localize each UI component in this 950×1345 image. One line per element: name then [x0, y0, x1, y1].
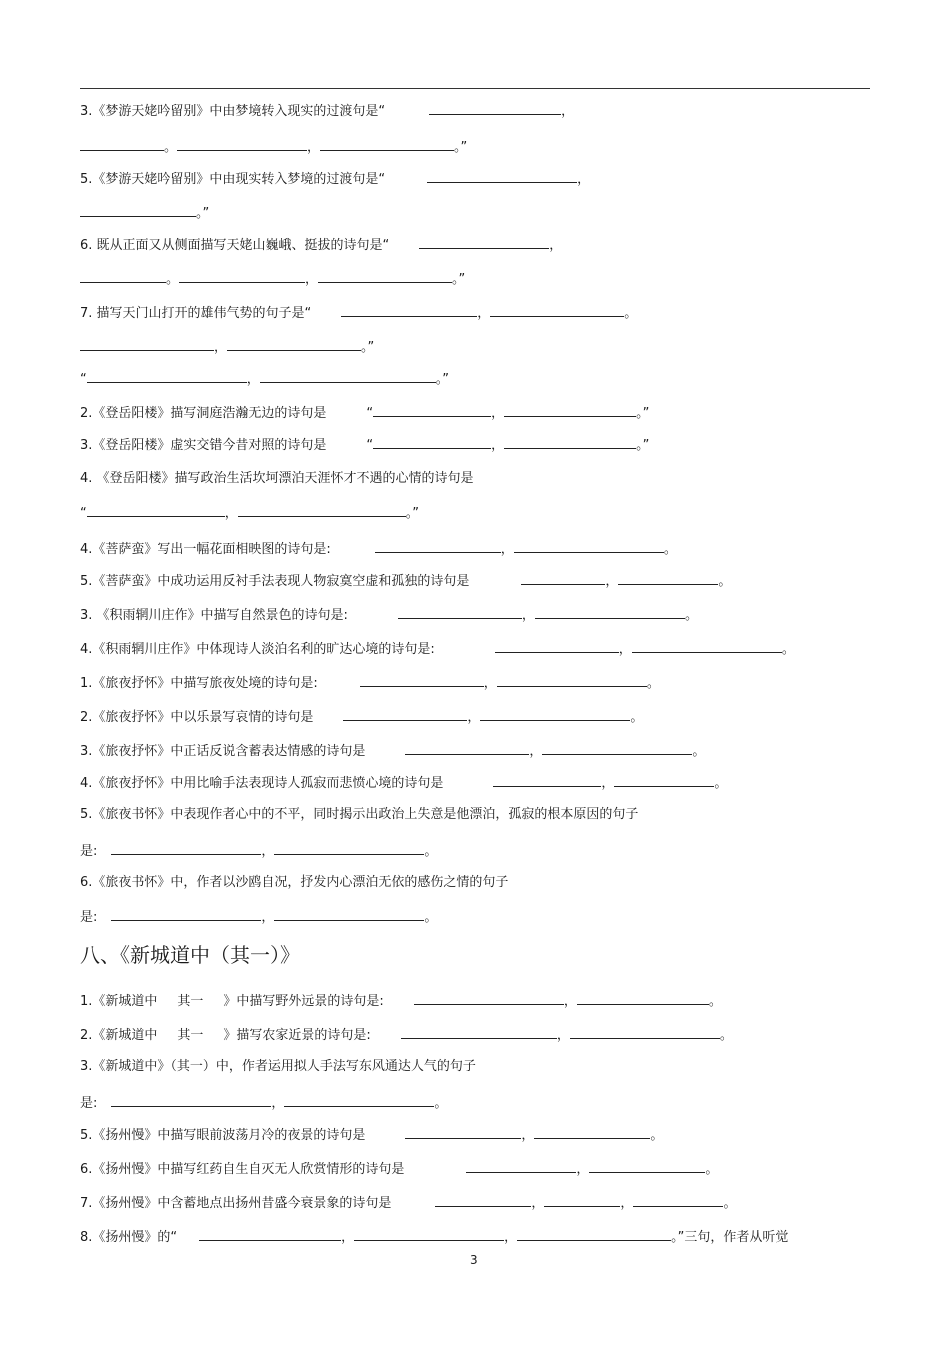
- question-text: 其一: [177, 1028, 204, 1043]
- answer-blank[interactable]: [480, 706, 630, 721]
- question-line: [80, 874, 508, 892]
- answer-blank[interactable]: [414, 990, 564, 1005]
- answer-blank[interactable]: [274, 906, 424, 921]
- question-text: 。”: [452, 272, 466, 287]
- question-line: [80, 1158, 718, 1179]
- question-text: 6. 既从正面又从侧面描写天姥山巍峨、挺拔的诗句是“: [80, 238, 390, 253]
- question-text: 5.《扬州慢》中描写眼前波荡月冷的夜景的诗句是: [80, 1128, 366, 1143]
- question-line: [80, 234, 562, 255]
- question-text: 。: [718, 574, 732, 589]
- question-text: 其一: [177, 994, 204, 1009]
- question-line: [80, 604, 698, 625]
- answer-blank[interactable]: [514, 538, 664, 553]
- question-line: [80, 1192, 736, 1213]
- question-line: [80, 772, 727, 793]
- question-text: 5.《梦游天姥吟留别》中由现实转入梦境的过渡句是“: [80, 172, 386, 187]
- question-text: 4.《旅夜抒怀》中用比喻手法表现诗人孤寂而悲愤心境的诗句是: [80, 776, 444, 791]
- question-line: [80, 402, 649, 423]
- answer-blank[interactable]: [632, 638, 782, 653]
- answer-blank[interactable]: [320, 136, 454, 151]
- answer-blank[interactable]: [570, 1024, 720, 1039]
- question-text: 。: [434, 1096, 448, 1111]
- question-line: [80, 706, 643, 727]
- answer-blank[interactable]: [544, 1192, 620, 1207]
- question-line: [80, 1124, 663, 1145]
- question-text: ，: [271, 1096, 285, 1111]
- answer-blank[interactable]: [435, 1192, 531, 1207]
- question-text: 。”三句，作者从听觉: [671, 1230, 789, 1245]
- question-text: 是:: [80, 1096, 98, 1111]
- question-text: 。: [684, 608, 698, 623]
- question-line: [80, 906, 437, 927]
- question-text: ，: [605, 574, 619, 589]
- question-text: ，: [261, 910, 275, 925]
- question-text: 8.《扬州慢》的“: [80, 1230, 178, 1245]
- question-text: 2.《登岳阳楼》描写洞庭浩瀚无边的诗句是: [80, 406, 327, 421]
- question-text: 5.《菩萨蛮》中成功运用反衬手法表现人物寂寞空虚和孤独的诗句是: [80, 574, 470, 589]
- answer-blank[interactable]: [493, 772, 601, 787]
- question-text: 》中描写野外远景的诗句是:: [223, 994, 384, 1009]
- question-text: ，: [305, 272, 319, 287]
- answer-blank[interactable]: [360, 672, 484, 687]
- answer-blank[interactable]: [577, 990, 709, 1005]
- question-text: 。: [692, 744, 706, 759]
- answer-blank[interactable]: [490, 302, 624, 317]
- question-text: 。: [166, 272, 180, 287]
- answer-blank[interactable]: [633, 1192, 723, 1207]
- question-line: [80, 100, 574, 121]
- question-text: 4. 《登岳阳楼》描写政治生活坎坷漂泊天涯怀才不遇的心情的诗句是: [80, 471, 474, 486]
- answer-blank[interactable]: [177, 136, 307, 151]
- question-line: [80, 638, 795, 659]
- question-text: ，: [224, 506, 238, 521]
- question-line: [80, 806, 638, 824]
- question-line: [80, 740, 705, 761]
- question-text: ，: [477, 306, 491, 321]
- question-text: 2.《新城道中: [80, 1028, 158, 1043]
- question-text: 3.《旅夜抒怀》中正话反说含蓄表达情感的诗句是: [80, 744, 366, 759]
- answer-blank[interactable]: [534, 1124, 650, 1139]
- question-text: 1.《旅夜抒怀》中描写旅夜处境的诗句是:: [80, 676, 318, 691]
- question-text: “: [366, 406, 374, 421]
- question-text: 。”: [405, 506, 420, 521]
- question-line: [80, 136, 467, 157]
- question-line: [80, 302, 637, 323]
- question-text: 。”: [196, 206, 210, 221]
- question-text: 。: [781, 642, 795, 657]
- question-text: ，: [561, 104, 575, 119]
- question-text: ，: [307, 140, 321, 155]
- question-text: 。: [663, 542, 677, 557]
- answer-blank[interactable]: [497, 672, 647, 687]
- question-text: 。: [424, 910, 438, 925]
- question-text: 。: [646, 676, 660, 691]
- question-text: 6.《旅夜书怀》中，作者以沙鸥自况，抒发内心漂泊无依的感伤之情的句子: [80, 875, 509, 890]
- question-text: ，: [549, 238, 563, 253]
- question-line: [80, 202, 209, 223]
- question-text: ，: [576, 1162, 590, 1177]
- answer-blank[interactable]: [405, 1124, 521, 1139]
- question-text: “: [80, 372, 87, 387]
- question-text: 6.《扬州慢》中描写红药自生自灭无人欣赏情形的诗句是: [80, 1162, 405, 1177]
- answer-blank[interactable]: [341, 302, 477, 317]
- question-text: 。: [164, 140, 178, 155]
- question-text: ，: [491, 406, 505, 421]
- question-line: [80, 538, 677, 559]
- question-text: ，: [491, 438, 505, 453]
- question-text: 。”: [454, 140, 468, 155]
- question-text: ，: [618, 642, 632, 657]
- question-text: ，: [246, 372, 260, 387]
- question-text: 4.《菩萨蛮》写出一幅花面相映图的诗句是:: [80, 542, 331, 557]
- answer-blank[interactable]: [398, 604, 522, 619]
- answer-blank[interactable]: [429, 100, 561, 115]
- answer-blank[interactable]: [80, 136, 164, 151]
- question-text: 。”: [636, 438, 650, 453]
- question-text: 。: [650, 1128, 664, 1143]
- answer-blank[interactable]: [354, 1226, 504, 1241]
- header-rule: [80, 88, 870, 89]
- question-line: [80, 1058, 476, 1076]
- answer-blank[interactable]: [227, 336, 361, 351]
- answer-blank[interactable]: [260, 368, 436, 383]
- answer-blank[interactable]: [495, 638, 619, 653]
- question-text: 。: [705, 1162, 719, 1177]
- question-text: 》描写农家近景的诗句是:: [223, 1028, 371, 1043]
- question-text: 3.《登岳阳楼》虚实交错今昔对照的诗句是: [80, 438, 327, 453]
- answer-blank[interactable]: [238, 502, 406, 517]
- question-line: [80, 570, 731, 591]
- question-text: 5.《旅夜书怀》中表现作者心中的不平，同时揭示出政治上失意是他漂泊，孤寂的根本原因的句子: [80, 807, 639, 822]
- question-line: [80, 368, 449, 389]
- question-text: ，: [521, 1128, 535, 1143]
- question-line: [80, 336, 374, 357]
- answer-blank[interactable]: [542, 740, 692, 755]
- answer-blank[interactable]: [375, 538, 501, 553]
- question-text: 2.《旅夜抒怀》中以乐景写哀情的诗句是: [80, 710, 314, 725]
- answer-blank[interactable]: [401, 1024, 557, 1039]
- question-text: ，: [341, 1230, 355, 1245]
- answer-blank[interactable]: [521, 570, 605, 585]
- question-line: [80, 990, 722, 1011]
- answer-blank[interactable]: [517, 1226, 671, 1241]
- question-line: [80, 1226, 788, 1247]
- question-text: 3.《梦游天姥吟留别》中由梦境转入现实的过渡句是“: [80, 104, 386, 119]
- question-text: ，: [601, 776, 615, 791]
- question-line: [80, 1092, 447, 1113]
- question-text: 1.《新城道中: [80, 994, 158, 1009]
- answer-blank[interactable]: [614, 772, 714, 787]
- section-title: 八、《新城道中（其一）》: [80, 943, 300, 967]
- answer-blank[interactable]: [427, 168, 577, 183]
- answer-blank[interactable]: [504, 434, 636, 449]
- question-text: 。”: [636, 406, 650, 421]
- answer-blank[interactable]: [80, 268, 166, 283]
- question-text: 3.《新城道中》（其一）中，作者运用拟人手法写东风通达人气的句子: [80, 1059, 476, 1074]
- question-text: 。”: [435, 372, 450, 387]
- answer-blank[interactable]: [343, 706, 467, 721]
- answer-blank[interactable]: [80, 202, 196, 217]
- question-line: [80, 168, 590, 189]
- question-text: 是:: [80, 844, 98, 859]
- answer-blank[interactable]: [87, 502, 225, 517]
- question-line: [80, 1024, 733, 1045]
- question-text: 。: [723, 1196, 737, 1211]
- question-text: ，: [563, 994, 577, 1009]
- question-text: ，: [261, 844, 275, 859]
- question-text: ，: [521, 608, 535, 623]
- answer-blank[interactable]: [111, 1092, 271, 1107]
- answer-blank[interactable]: [373, 434, 491, 449]
- question-text: “: [80, 506, 87, 521]
- question-line: [80, 268, 465, 289]
- question-text: 。: [719, 1028, 733, 1043]
- question-line: [80, 434, 649, 455]
- question-text: 3. 《积雨辋川庄作》中描写自然景色的诗句是:: [80, 608, 348, 623]
- question-text: 4.《积雨辋川庄作》中体现诗人淡泊名利的旷达心境的诗句是:: [80, 642, 435, 657]
- answer-blank[interactable]: [466, 1158, 576, 1173]
- question-text: 。: [424, 844, 438, 859]
- answer-blank[interactable]: [504, 402, 636, 417]
- answer-blank[interactable]: [80, 336, 214, 351]
- question-text: “: [366, 438, 374, 453]
- answer-blank[interactable]: [373, 402, 491, 417]
- answer-blank[interactable]: [284, 1092, 434, 1107]
- question-text: ，: [467, 710, 481, 725]
- question-text: 。: [714, 776, 728, 791]
- question-text: ，: [620, 1196, 634, 1211]
- question-text: ，: [577, 172, 591, 187]
- question-text: 7.《扬州慢》中含蓄地点出扬州昔盛今衰景象的诗句是: [80, 1196, 392, 1211]
- question-line: [80, 672, 660, 693]
- answer-blank[interactable]: [179, 268, 305, 283]
- question-text: ，: [483, 676, 497, 691]
- question-text: ，: [556, 1028, 570, 1043]
- question-line: [80, 502, 419, 523]
- question-text: ，: [529, 744, 543, 759]
- answer-blank[interactable]: [589, 1158, 705, 1173]
- answer-blank[interactable]: [274, 840, 424, 855]
- question-text: ，: [531, 1196, 545, 1211]
- question-text: 。: [708, 994, 722, 1009]
- question-line: [80, 470, 474, 488]
- question-text: ，: [500, 542, 514, 557]
- answer-blank[interactable]: [111, 840, 261, 855]
- question-text: 。: [630, 710, 644, 725]
- answer-blank[interactable]: [419, 234, 549, 249]
- question-text: 是:: [80, 910, 98, 925]
- question-line: [80, 840, 437, 861]
- answer-blank[interactable]: [199, 1226, 341, 1241]
- answer-blank[interactable]: [405, 740, 529, 755]
- question-text: 。”: [361, 340, 375, 355]
- question-text: 。: [624, 306, 638, 321]
- question-text: 7. 描写天门山打开的雄伟气势的句子是“: [80, 306, 312, 321]
- answer-blank[interactable]: [111, 906, 261, 921]
- answer-blank[interactable]: [318, 268, 452, 283]
- question-text: ，: [504, 1230, 518, 1245]
- question-text: ，: [214, 340, 228, 355]
- answer-blank[interactable]: [618, 570, 718, 585]
- answer-blank[interactable]: [87, 368, 247, 383]
- page-number: 3: [470, 1253, 478, 1267]
- answer-blank[interactable]: [535, 604, 685, 619]
